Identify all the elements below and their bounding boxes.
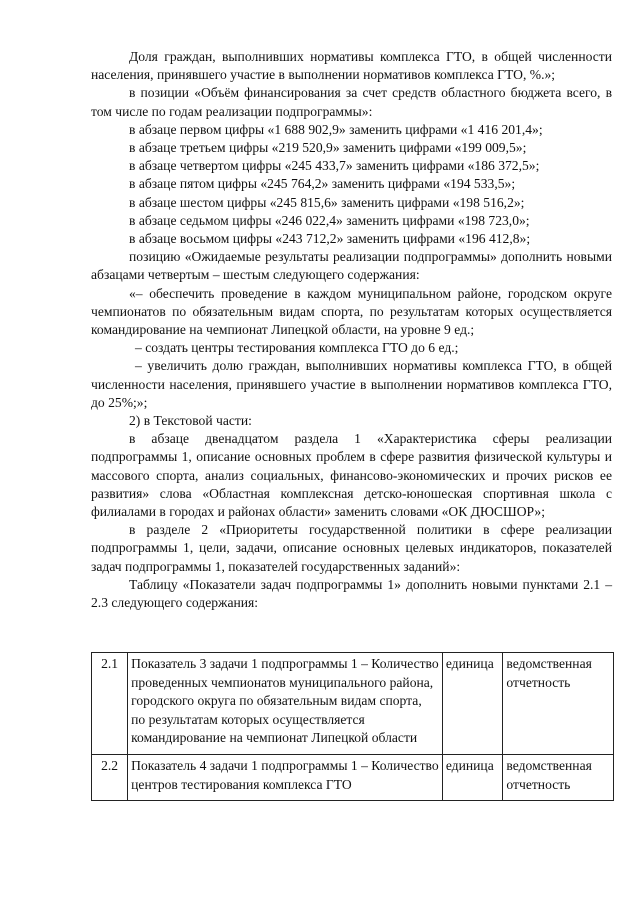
table-cell-source: ведомственная отчетность — [503, 754, 614, 800]
paragraph: Доля граждан, выполнивших нормативы комплекса ГТО, в общей численности населения, принявшего участие в выполнении нормативов комплекса ГТО, %.»; — [91, 49, 612, 83]
paragraph: в абзаце шестом цифры «245 815,6» заменить цифрами «198 516,2»; — [129, 194, 525, 210]
table-cell-source: ведомственная отчетность — [503, 653, 614, 755]
document-body — [91, 48, 612, 612]
table-cell-unit: единица — [442, 754, 503, 800]
paragraph: в абзаце пятом цифры «245 764,2» заменить цифрами «194 533,5»; — [129, 176, 516, 192]
paragraph: в позиции «Объём финансирования за счет средств областного бюджета всего, в том числе по годам реализации подпрограммы»: — [91, 85, 612, 119]
table-cell-name: Показатель 3 задачи 1 подпрограммы 1 – Количество проведенных чемпионатов муниципального района, городского округа по обязательным видам спорта, по результатам которых осуществляется командирование на чемпионат Липецкой области — [128, 653, 443, 755]
paragraph: «– обеспечить проведение в каждом муниципальном районе, городском округе чемпионатов по обязательным видам спорта, по результатам которых осуществляется командирование на чемпионат Липецкой области, на уровне 9 ед.; — [91, 285, 612, 338]
paragraph: в разделе 2 «Приоритеты государственной политики в сфере реализации подпрограммы 1, цели, задачи, описание основных целевых индикаторов, показателей задач подпрограммы 1, показателей государственных заданий»: — [91, 522, 612, 574]
table-row — [92, 754, 614, 800]
paragraph: в абзаце четвертом цифры «245 433,7» заменить цифрами «186 372,5»; — [129, 158, 540, 174]
paragraph: в абзаце седьмом цифры «246 022,4» заменить цифрами «198 723,0»; — [129, 212, 530, 228]
list-item: – создать центры тестирования комплекса ГТО до 6 ед.; — [135, 340, 459, 356]
paragraph: позицию «Ожидаемые результаты реализации подпрограммы» дополнить новыми абзацами четвертым – шестым следующего содержания: — [91, 249, 612, 283]
table-cell-unit: единица — [442, 653, 503, 755]
indicators-table — [91, 652, 614, 801]
paragraph: в абзаце двенадцатом раздела 1 «Характеристика сферы реализации подпрограммы 1, описание основных проблем в сфере развития физической культуры и массового спорта, анализ социальных, финансово-экономических и прочих рисков ее развития» слова «Областная комплексная детско-юношеская спортивная школа с филиалами в городах и районах области» заменить словами «ОК ДЮСШОР»; — [91, 431, 612, 520]
table-row — [92, 653, 614, 755]
paragraph: 2) в Текстовой части: — [129, 413, 252, 429]
paragraph: в абзаце третьем цифры «219 520,9» заменить цифрами «199 009,5»; — [129, 140, 527, 156]
list-item: – увеличить долю граждан, выполнивших нормативы комплекса ГТО, в общей численности населения, принявшего участие в выполнении нормативов комплекса ГТО, до 25%;»; — [91, 358, 612, 410]
table-cell-name: Показатель 4 задачи 1 подпрограммы 1 – Количество центров тестирования комплекса ГТО — [128, 754, 443, 800]
paragraph: в абзаце первом цифры «1 688 902,9» заменить цифрами «1 416 201,4»; — [129, 121, 543, 137]
paragraph: в абзаце восьмом цифры «243 712,2» заменить цифрами «196 412,8»; — [129, 231, 531, 247]
table-cell-number: 2.1 — [92, 653, 128, 755]
paragraph: Таблицу «Показатели задач подпрограммы 1» дополнить новыми пунктами 2.1 – 2.3 следующего содержания: — [91, 576, 612, 611]
table-cell-number: 2.2 — [92, 754, 128, 800]
